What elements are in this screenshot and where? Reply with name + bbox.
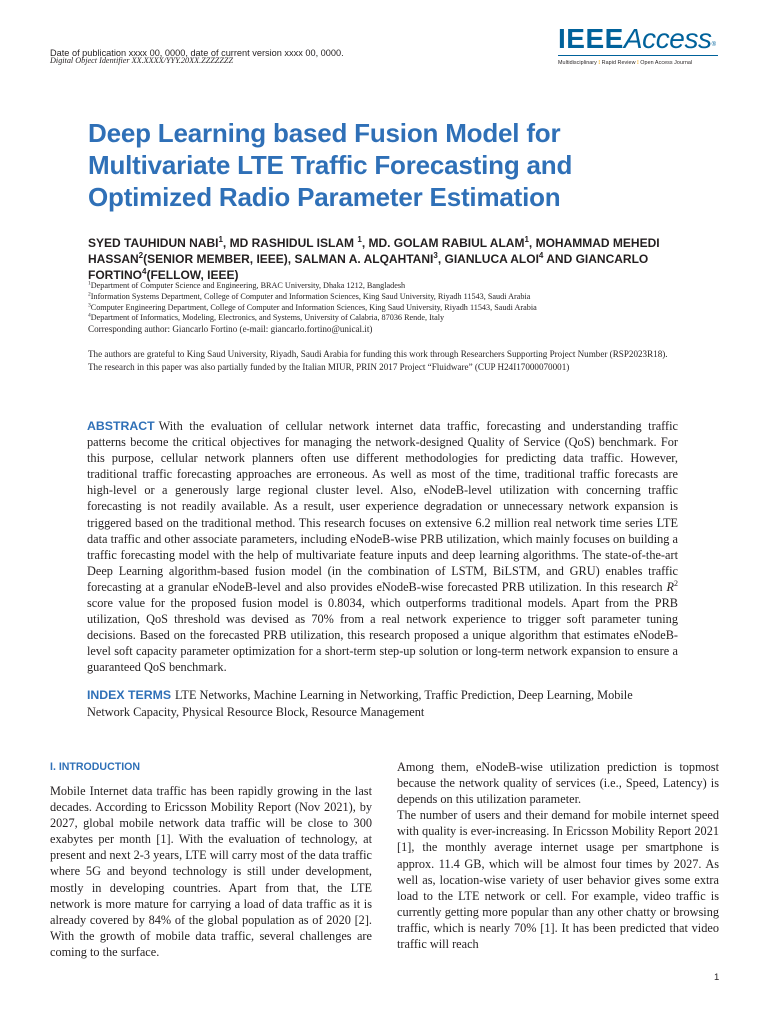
author-name: (SENIOR MEMBER, IEEE), SALMAN A. ALQAHTANI [143, 252, 434, 266]
affiliation-number: 1 [88, 280, 91, 287]
affiliation-text: Computer Engineering Department, College of Computer and Information Sciences, King Saud University, Riyadh 11543, Saudi Arabia [90, 302, 537, 312]
affiliation-text: Department of Computer Science and Engineering, BRAC University, Dhaka 1212, Bangladesh [90, 281, 406, 290]
affiliation-marker: 1 [218, 235, 223, 244]
affiliation-text: Information Systems Department, College of Computer and Information Sciences, King Saud University, Riyadh 11543, Saudi Arabia [90, 291, 531, 301]
affiliations [88, 281, 688, 324]
index-terms [87, 687, 678, 721]
author-name: , GIANLUCA ALOI [437, 252, 539, 266]
publication-date: Date of publication xxxx 00, 0000, date of current version xxxx 00, 0000. [50, 48, 344, 58]
tagline-separator: ⁝ [598, 60, 601, 66]
abstract-text: from a real network experience to trigger soft parameter tuning decisions. Based on the forecasted PRB utilization, this research proposed a unique algorithm that estimates eNodeB-level soft capacity parameter optimization for a short-term step-up solution or long-term network expansion to ensure a guaranteed QoS benchmark. [87, 612, 678, 675]
affiliation-marker: 4 [142, 267, 147, 276]
abstract [87, 418, 678, 676]
tagline-multidisciplinary: Multidisciplinary [558, 60, 597, 66]
abstract-text: score value for the proposed fusion model is 0.8034, which outperforms traditional models. Apart from the PRB utilization, QoS threshold was devised as [87, 596, 678, 627]
affiliation-item [88, 313, 688, 324]
r-squared-symbol: R [666, 579, 674, 594]
funding-statement: The authors are grateful to King Saud University, Riyadh, Saudi Arabia for funding this work through Researchers Supporting Project Number (RSP2023R18). The research in this paper was also partially funded by the Italian MIUR, PRIN 2017 Project “Fluidware” (CUP H24I17000070001) [88, 349, 668, 372]
affiliation-item [88, 303, 688, 314]
affiliation-number: 4 [88, 312, 91, 319]
author-list [88, 235, 688, 283]
journal-logo[interactable] [558, 24, 720, 69]
intro-paragraph: Mobile Internet data traffic has been rapidly growing in the last decades. According to Ericsson Mobility Report (Nov 2021), by 2027, global mobile network data traffic will be close to 300 exabytes per month [1]. With the evaluation of technology, at present and next 2-3 years, LTE will carry most of the data traffic where 5G and beyond technology is still under development, mostly in developing countries. Apart from that, the LTE network is more mature for carrying a load of data traffic as it is already covered by 84% of the global population as of 2020 [2]. With the growth of mobile data traffic, several challenges are coming to the surface. [50, 784, 373, 959]
author-name: , MOHAMMAD MEHEDI HASSAN [88, 236, 660, 266]
right-column-text [397, 759, 719, 952]
affiliation-number: 3 [88, 301, 91, 308]
author-name: , MD RASHIDUL ISLAM [222, 236, 358, 250]
affiliation-marker: 3 [433, 251, 438, 260]
section-heading-introduction: I. INTRODUCTION [50, 761, 141, 773]
paragraph-text: [1]. It has been predicted that video traffic will reach [397, 920, 719, 952]
logo-access: Access [623, 23, 712, 54]
logo-tagline [558, 60, 720, 66]
author-name: SYED TAUHIDUN NABI [88, 236, 219, 250]
r-squared-exponent: 2 [674, 578, 678, 588]
affiliation-marker: 2 [138, 251, 144, 260]
tagline-rapid-review: Rapid Review [601, 60, 636, 66]
logo-wordmark [558, 24, 720, 54]
affiliation-text: Department of Informatics, Modeling, Electronics, and Systems, University of Calabria, 87036 Rende, Italy [90, 313, 445, 323]
video-traffic-share: 70% [513, 920, 537, 935]
intro-paragraph [397, 807, 719, 952]
paragraph-text: The number of users and their demand for mobile internet speed with quality is ever-increasing. In Ericsson Mobility Report 2021 [1], the monthly average internet usage per smartphone is approx. 11.4 GB, which will be almost four times by 2027. As well as, location-wise variety of user behavior gives some extra load to the LTE network or cell. For example, video traffic is currently getting more popular than any other chatty or browsing traffic, which is nearly [397, 808, 719, 935]
logo-ieee: IEEE [558, 23, 624, 54]
corresponding-author: Corresponding author: Giancarlo Fortino (e-mail: giancarlo.fortino@unical.it) [88, 324, 373, 334]
affiliation-item [88, 292, 688, 303]
tagline-open-access: Open Access Journal [640, 60, 693, 66]
index-terms-text: LTE Networks, Machine Learning in Networking, Traffic Prediction, Deep Learning, Mobile Network Capacity, Physical Resource Block, Resource Management [87, 688, 633, 719]
affiliation-number: 2 [88, 291, 91, 298]
affiliation-item [88, 281, 688, 292]
author-name: AND GIANCARLO FORTINO [88, 252, 649, 282]
tagline-separator: ⁝ [637, 60, 639, 66]
affiliation-marker: 1 [357, 235, 362, 244]
intro-paragraph: Among them, eNodeB-wise utilization prediction is topmost because the network quality of services (i.e., Speed, Latency) is depends on this utilization parameter. [397, 760, 719, 807]
affiliation-marker: 4 [538, 251, 544, 260]
doi-line: Digital Object Identifier XX.XXXX/YYY.20XX.ZZZZZZZ [50, 56, 234, 65]
abstract-label: ABSTRACT [87, 419, 155, 433]
logo-trademark: ® [711, 42, 717, 48]
index-terms-label: INDEX TERMS [87, 688, 172, 702]
paper-title: Deep Learning based Fusion Model for Multivariate LTE Traffic Forecasting and Optimized Radio Parameter Estimation [88, 118, 573, 212]
author-name: (FELLOW, IEEE) [146, 268, 239, 282]
page-number: 1 [714, 972, 720, 983]
qos-threshold: 70% [311, 612, 334, 627]
logo-rule [558, 55, 718, 56]
abstract-text: With the evaluation of cellular network internet data traffic, forecasting and understanding traffic patterns become the critical objectives for managing the network-designed Quality of Service (QoS) benchmark. For this purpose, cellular network planners often use different methodologies for predicting data traffic. However, traditional traffic forecasting approaches are erroneous. As well as most of the time, traditional traffic forecasts are high-level or a generously large regional cluster level. Also, eNodeB-level utilization with concerning traffic forecasting is not readily available. As a result, user experience degradation or unnecessary network expansion is triggered based on the traditional method. This research focuses on extensive 6.2 million real network time series LTE data traffic and other associate parameters, including eNodeB-wise PRB utilization, which mainly focuses on building a traffic forecasting model with the help of multivariate feature inputs and deep learning algorithms. The state-of-the-art Deep Learning algorithm-based fusion model (in the combination of LSTM, BiLSTM, and GRU) enables traffic forecasting at a granular eNodeB-level and also provides eNodeB-wise forecasted PRB utilization. In this research [87, 419, 678, 594]
left-column-text [50, 783, 372, 960]
author-name: , MD. GOLAM RABIUL ALAM [361, 236, 525, 250]
affiliation-marker: 1 [524, 235, 529, 244]
